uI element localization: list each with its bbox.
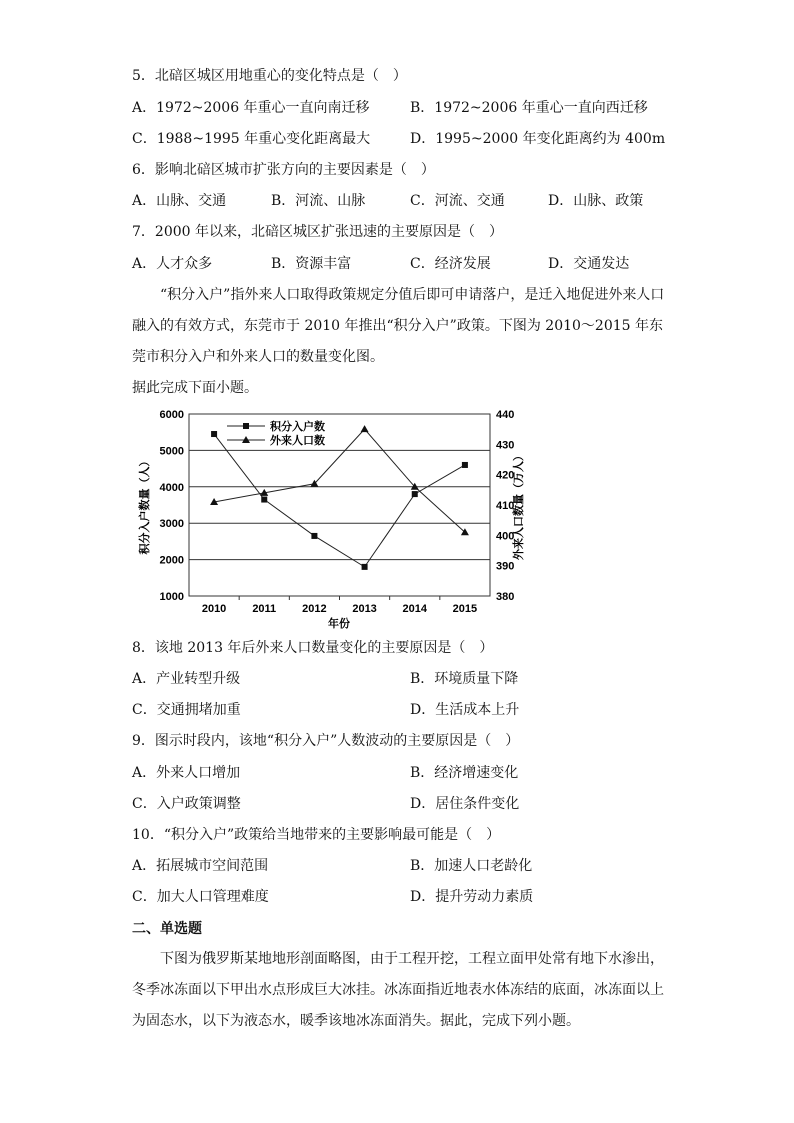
plot-area [189, 414, 490, 596]
data-point-points-in [462, 462, 468, 468]
question-8-option-c: C．交通拥堵加重 [132, 702, 241, 718]
question-7-stem: 7．2000 年以来，北碚区城区扩张迅速的主要原因是（ ） [132, 224, 503, 240]
section-2-heading: 二、单选题 [132, 921, 202, 937]
right-tick-label: 390 [496, 560, 515, 573]
question-10-option-d: D．提升劳动力素质 [410, 889, 534, 905]
left-tick-label: 6000 [159, 409, 184, 421]
x-axis-label: 年份 [328, 618, 350, 630]
question-6-option-b: B．河流、山脉 [271, 193, 366, 209]
section-2-paragraph: 下图为俄罗斯某地地形剖面略图，由于工程开挖，工程立面甲处常有地下水渗出，冬季冰冻面以下甲出水点形成巨大冰挂。冰冻面指近地表水体冻结的底面，冰冻面以上为固态水，以下为液态水，暖季该地冰冻面消失。据此，完成下列小题。 [132, 951, 664, 1029]
question-7-option-d: D．交通发达 [548, 256, 630, 272]
series-line-migrants [214, 429, 465, 532]
left-tick-label: 3000 [159, 518, 184, 531]
right-tick-label: 430 [496, 439, 515, 452]
legend-label-points-in: 积分入户数 [270, 421, 325, 433]
question-5-option-a: A．1972~2006 年重心一直向南迁移 [132, 100, 370, 116]
data-point-points-in [261, 497, 267, 503]
data-point-points-in [412, 491, 418, 497]
series-line-points-in [214, 434, 465, 567]
intro-paragraph: “积分入户”指外来人口取得政策规定分值后即可申请落户，是迁入地促进外来人口融入的有效方式，东莞市于 2010 年推出“积分入户”政策。下图为 2010～2015 年东莞市积分入户和外来人口的数量变化图。 [132, 287, 665, 365]
right-tick-label: 440 [496, 409, 515, 421]
right-tick-label: 410 [496, 500, 515, 512]
x-tick-label: 2015 [452, 603, 478, 615]
question-9-option-c: C．入户政策调整 [132, 796, 241, 812]
right-tick-label: 400 [496, 530, 515, 543]
population-chart [130, 402, 550, 634]
left-axis-label: 积分入户数量（人） [139, 455, 151, 555]
intro-prompt: 据此完成下面小题。 [132, 380, 258, 396]
data-point-points-in [211, 431, 217, 437]
question-7-option-b: B．资源丰富 [271, 256, 352, 272]
question-5-option-c: C．1988~1995 年重心变化距离最大 [132, 131, 371, 147]
legend-label-migrants: 外来人口数 [270, 435, 325, 447]
question-10-option-a: A．拓展城市空间范围 [132, 858, 269, 874]
question-10-option-c: C．加大人口管理难度 [132, 889, 269, 905]
x-tick-label: 2011 [252, 603, 277, 615]
x-tick-label: 2010 [201, 603, 227, 615]
question-6-stem: 6．影响北碚区城市扩张方向的主要因素是（ ） [132, 162, 435, 178]
x-tick-label: 2012 [302, 603, 327, 615]
left-tick-label: 4000 [159, 481, 184, 494]
question-7-option-c: C．经济发展 [410, 256, 491, 272]
question-6-option-d: D．山脉、政策 [548, 193, 644, 209]
question-9-option-b: B．经济增速变化 [410, 765, 519, 781]
data-point-points-in [362, 564, 368, 570]
legend-marker-points-in [243, 423, 249, 429]
question-7-option-a: A．人才众多 [132, 256, 213, 272]
question-8-option-d: D．生活成本上升 [410, 702, 520, 718]
question-10-stem: 10．“积分入户”政策给当地带来的主要影响最可能是（ ） [132, 827, 501, 843]
question-9-stem: 9．图示时段内，该地“积分入户”人数波动的主要原因是（ ） [132, 733, 520, 749]
x-tick-label: 2013 [352, 603, 377, 615]
question-8-stem: 8．该地 2013 年后外来人口数量变化的主要原因是（ ） [132, 640, 494, 656]
question-8-option-a: A．产业转型升级 [132, 671, 241, 687]
question-8-option-b: B．环境质量下降 [410, 671, 519, 687]
question-6-option-a: A．山脉、交通 [132, 193, 227, 209]
x-tick-label: 2014 [402, 603, 427, 615]
right-axis-label: 外来人口数量（万人） [513, 450, 525, 560]
question-9-option-d: D．居住条件变化 [410, 796, 520, 812]
question-10-option-b: B．加速人口老龄化 [410, 858, 533, 874]
right-tick-label: 380 [496, 591, 515, 603]
left-tick-label: 5000 [159, 445, 184, 458]
question-5-stem: 5．北碚区城区用地重心的变化特点是（ ） [132, 68, 407, 84]
data-point-points-in [311, 533, 317, 539]
data-point-migrants [361, 425, 369, 432]
right-tick-label: 420 [496, 469, 515, 482]
question-9-option-a: A．外来人口增加 [132, 765, 241, 781]
question-5-option-b: B．1972~2006 年重心一直向西迁移 [410, 100, 648, 116]
question-5-option-d: D．1995~2000 年变化距离约为 400m [410, 131, 666, 147]
question-6-option-c: C．河流、交通 [410, 193, 505, 209]
left-tick-label: 2000 [159, 554, 184, 567]
left-tick-label: 1000 [159, 591, 184, 603]
